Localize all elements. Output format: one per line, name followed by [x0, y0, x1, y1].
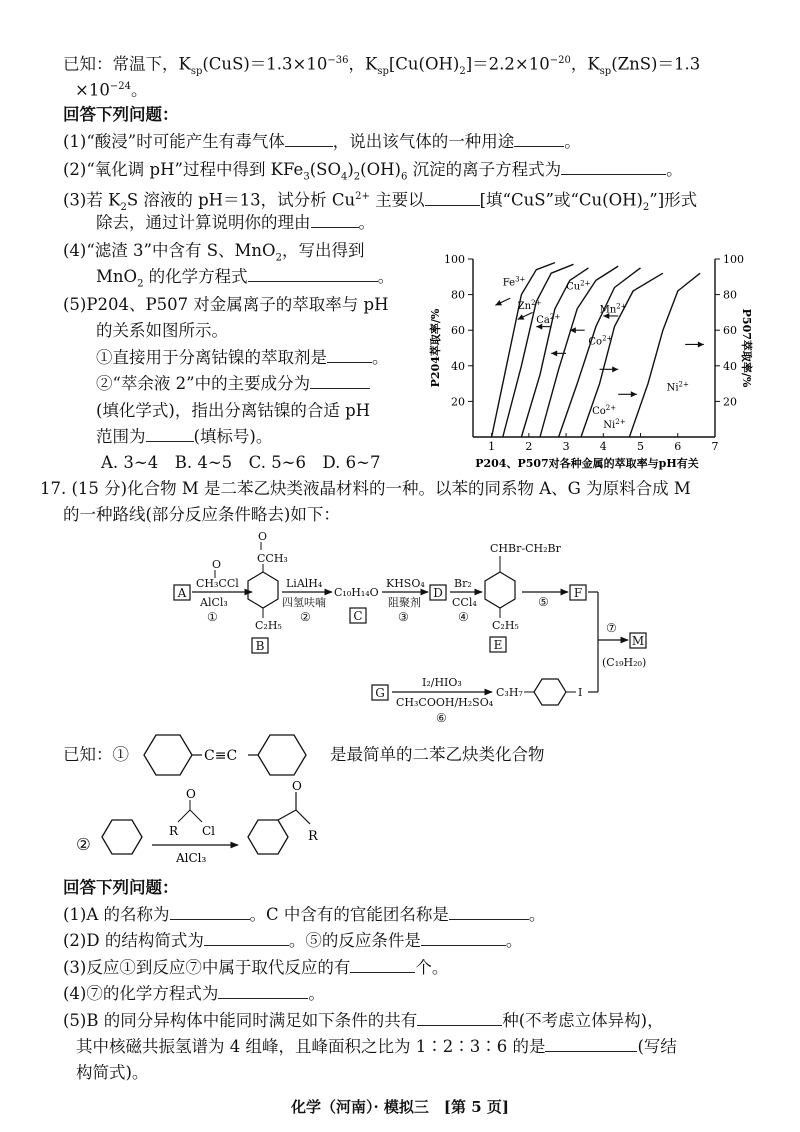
answer-blank[interactable] — [204, 930, 289, 946]
q-sub: 2 — [120, 201, 127, 213]
reagent-khso4: KHSO₄ — [386, 577, 425, 590]
b-acetyl-group: CCH₃ — [257, 552, 288, 565]
y-tick-label-left: 100 — [444, 253, 465, 266]
answer-blank[interactable] — [561, 159, 666, 175]
series-label: $Ca^{2+}$ — [536, 313, 561, 327]
y-axis-label-right: P507萃取率/% — [740, 308, 753, 388]
q16-part5-sub2-line3 — [96, 426, 272, 448]
reagent-acid: CH₃COOH/H₂SO₄ — [396, 696, 494, 709]
step-1-label: ① — [207, 610, 218, 624]
q-text: 主要以 — [369, 190, 425, 210]
x-tick-label: 2 — [525, 440, 533, 453]
q-text: ②“萃余液 2”中的主要成分为 — [96, 374, 311, 393]
y-tick-label-right: 40 — [723, 359, 737, 373]
reagent-iodine: I₂/HIO₃ — [422, 676, 462, 689]
q-sub: 2 — [353, 171, 361, 183]
ksp-text: [Cu(OH) — [388, 54, 460, 74]
series-label: $Ni^{2+}$ — [666, 380, 689, 394]
q16-part4-line2 — [96, 266, 394, 295]
compound-B: B — [255, 639, 265, 653]
answer-blank[interactable] — [170, 904, 250, 920]
q17-part4 — [63, 983, 325, 1005]
q-text: [填“CuS”或“Cu(OH) — [479, 190, 643, 210]
reagent-alcl3: AlCl₃ — [200, 596, 228, 609]
ksp-text: (ZnS)＝1.3 — [611, 54, 701, 74]
series-label: $Ni^{2+}$ — [603, 418, 626, 432]
iodo-benzene-ring — [534, 679, 566, 705]
q16-part4 — [63, 240, 364, 269]
ksp-sub: 2 — [459, 65, 466, 77]
answer-blank[interactable] — [218, 983, 308, 999]
acyl-o: O — [212, 558, 222, 571]
y-axis-label-left: P204萃取率/% — [429, 308, 442, 388]
q-text: (写结 — [637, 1037, 677, 1056]
answer-blank[interactable] — [248, 266, 378, 282]
q-text: 。 — [666, 160, 683, 179]
q-text: ①直接用于分离钴镍的萃取剂是 — [96, 348, 327, 367]
reagent-cl: Cl — [202, 824, 216, 838]
e-benzene-ring — [485, 572, 515, 608]
x-tick-label: 7 — [711, 440, 719, 453]
series-label: $Zn^{2+}$ — [517, 298, 542, 312]
ksp-text: ，K — [570, 54, 600, 74]
q-sub: 2 — [642, 201, 650, 213]
series-line-Zn2plus — [503, 264, 574, 437]
compound-F: F — [573, 586, 583, 600]
y-tick-label-right: 80 — [723, 288, 737, 302]
reagent-r: R — [169, 824, 179, 838]
step-5-label: ⑤ — [538, 595, 549, 609]
series-label: $Co^{2+}$ — [592, 403, 617, 417]
ksp-exponent: −36 — [327, 55, 349, 66]
q-text: 范围为 — [96, 427, 146, 446]
ksp-text: ，K — [348, 54, 378, 74]
shift-arrow-head — [698, 341, 704, 347]
c-formula: C₁₀H₁₄O — [334, 586, 379, 599]
compound-M: M — [631, 634, 645, 648]
q-text: (4)⑦的化学方程式为 — [63, 984, 219, 1003]
e-ethyl-group: C₂H₅ — [492, 619, 519, 632]
answer-blank[interactable] — [310, 373, 370, 389]
answer-blank[interactable] — [449, 904, 529, 920]
y-tick-label-left: 40 — [451, 359, 465, 373]
q16-part5-sub1 — [96, 347, 389, 369]
product-r: R — [308, 829, 318, 844]
q-text: 。 — [564, 132, 581, 151]
answer-blank[interactable] — [327, 347, 372, 363]
reagent-thf: 四氢呋喃 — [282, 596, 326, 609]
answer-blank[interactable] — [425, 190, 480, 206]
ksp-exponent: −20 — [549, 55, 571, 66]
y-tick-label-left: 20 — [451, 395, 465, 409]
compound-C: C — [353, 609, 363, 623]
q-text: (5)P204、P507 对金属离子的萃取率与 pH — [63, 295, 389, 314]
series-line-Ni2plus — [629, 273, 700, 437]
propyl-group: C₃H₇ — [496, 686, 523, 699]
answer-blank[interactable] — [285, 131, 333, 147]
chart-title: P204、P507对各种金属的萃取率与pH有关 — [475, 457, 699, 470]
q-sub: 3 — [303, 171, 310, 183]
b-carbonyl-o: O — [258, 530, 268, 543]
q-text: (2)“氧化调 pH”过程中得到 KFe — [63, 160, 304, 179]
compound-A: A — [177, 586, 187, 600]
ksp-sub: sp — [599, 65, 612, 77]
q-text: 个。 — [415, 958, 449, 977]
answer-prompt: 回答下列问题： — [63, 105, 179, 124]
ksp-text: 已知：常温下，K — [63, 54, 191, 74]
q16-part5-sub2-line2 — [96, 400, 370, 422]
q-text: (3)反应①到反应⑦中属于取代反应的有 — [63, 958, 351, 977]
q-text: 沉淀的离子方程式为 — [407, 160, 562, 179]
q-text: 。 — [372, 348, 389, 367]
series-label: $Fe^{3+}$ — [502, 275, 526, 289]
q-text: 。 — [358, 213, 375, 232]
shift-arrow-head — [551, 350, 557, 356]
q-text: 。⑤的反应条件是 — [288, 931, 421, 950]
x-tick-label: 5 — [637, 440, 645, 453]
step-2-label: ② — [300, 610, 311, 624]
ksp-text: (CuS)＝1.3×10 — [202, 54, 328, 74]
q-text: (填化学式)，指出分离钴镍的合适 pH — [96, 401, 371, 420]
reagent-lialh4: LiAlH₄ — [286, 577, 323, 590]
q16-part5-sub2 — [96, 373, 370, 395]
q17-part3 — [63, 957, 448, 979]
q-sub: 6 — [400, 171, 408, 183]
reagent-inhibitor: 阻聚剂 — [388, 596, 421, 609]
q-text: 的关系如图所示。 — [96, 321, 228, 340]
ksp-sub: sp — [190, 65, 203, 77]
x-tick-label: 1 — [488, 440, 496, 453]
q-text: S 溶液的 pH＝13，试分析 Cu — [126, 190, 356, 210]
q17-part2 — [63, 930, 522, 952]
reagent-acetyl-chloride: CH₃CCl — [196, 577, 239, 590]
q-text: 除去，通过计算说明你的理由 — [96, 213, 311, 232]
answer-blank[interactable] — [417, 1010, 502, 1026]
compound-D: D — [433, 586, 443, 600]
ksp-line-2 — [75, 76, 147, 102]
y-tick-label-right: 20 — [723, 395, 737, 409]
known-1-label: 已知：① — [63, 745, 129, 764]
compound-G: G — [375, 686, 385, 700]
known-2-num: ② — [76, 835, 91, 854]
q-sup: 2+ — [355, 191, 370, 202]
q-text: 种(不考虑立体异构)， — [502, 1011, 664, 1030]
q-text: (1)“酸浸”时可能产生有毒气体 — [63, 132, 285, 151]
reagent-alcl3: AlCl₃ — [176, 851, 207, 865]
x-tick-label: 3 — [562, 440, 570, 453]
reagent-o: O — [186, 787, 196, 801]
ksp-text: 。 — [130, 80, 148, 100]
step-6-label: ⑥ — [436, 711, 447, 725]
q-text: (2)D 的结构简式为 — [63, 931, 204, 950]
y-tick-label-right: 60 — [723, 324, 737, 338]
q-text: (填标号)。 — [193, 427, 273, 446]
q-text: (4)“滤渣 3”中含有 S、MnO — [63, 241, 276, 260]
answer-blank[interactable] — [311, 212, 359, 228]
q17-part5-line3: 构简式)。 — [76, 1063, 149, 1082]
reagent-ccl4: CCl₄ — [452, 596, 477, 609]
q-text: 。 — [505, 931, 523, 950]
shift-arrow-head — [612, 366, 618, 372]
q-text: 。 — [377, 267, 395, 286]
b-benzene-ring — [248, 572, 278, 608]
m-formula: (C₁₉H₂₀) — [602, 656, 647, 669]
q-text: 。 — [528, 905, 546, 924]
x-tick-label: 6 — [674, 440, 682, 453]
q-text: ”]形式 — [649, 190, 698, 210]
extraction-rate-chart — [425, 245, 755, 473]
answer-blank[interactable] — [421, 930, 506, 946]
iodo-group: I — [578, 686, 583, 699]
q-text: 其中核磁共振氢谱为 4 组峰，且峰面积之比为 1∶2∶3∶6 的是 — [76, 1037, 546, 1056]
y-tick-label-left: 60 — [451, 324, 465, 338]
y-tick-label-right: 100 — [723, 253, 744, 266]
reagent-br2: Br₂ — [454, 577, 472, 590]
known-1-text: 是最简单的二苯乙炔类化合物 — [330, 745, 545, 764]
diphenylacetylene-structure — [138, 730, 323, 780]
ksp-exponent: −24 — [109, 81, 131, 92]
q17-intro-line2: 的一种路线(部分反应条件略去)如下： — [63, 505, 340, 524]
q17-part5 — [63, 1010, 664, 1032]
answer-blank[interactable] — [514, 131, 564, 147]
q-text: (5)B 的同分异构体中能同时满足如下条件的共有 — [63, 1011, 418, 1030]
product-o: O — [292, 780, 302, 793]
e-dibromo-group: CHBr-CH₂Br — [490, 542, 561, 555]
page-footer: 化学（河南）· 模拟三 [第 5 页] — [290, 1098, 510, 1116]
q-sub: 4 — [340, 171, 348, 183]
q-text: (SO — [309, 160, 341, 179]
q-text: (3)若 K — [63, 190, 121, 210]
q-sub: 2 — [137, 278, 144, 290]
friedel-crafts-acylation — [98, 780, 358, 870]
shift-arrow-head — [631, 391, 637, 397]
step-3-label: ③ — [398, 610, 409, 624]
step-7-label: ⑦ — [606, 621, 617, 635]
q-text: ，说出该气体的一种用途 — [332, 132, 515, 151]
answer-blank[interactable] — [146, 426, 194, 442]
q-text: ) — [347, 160, 354, 179]
series-label: $Co^{2+}$ — [588, 334, 613, 348]
q-text: 。C 中含有的官能团名称是 — [249, 905, 449, 924]
ksp-text: ×10 — [75, 80, 110, 100]
answer-blank[interactable] — [545, 1036, 637, 1052]
q17-answer-prompt: 回答下列问题： — [63, 878, 179, 897]
q16-part2 — [63, 159, 683, 188]
compound-E: E — [493, 638, 503, 652]
q-sub: 2 — [275, 252, 282, 264]
q16-part5-line2 — [96, 320, 228, 342]
q17-part1 — [63, 904, 545, 926]
series-label: $Mn^{2+}$ — [599, 302, 627, 316]
q-text: MnO — [96, 267, 138, 286]
ksp-line-1 — [63, 50, 700, 83]
q17-intro: 17. (15 分)化合物 M 是二苯乙炔类液晶材料的一种。以苯的同系物 A、G 为原料合成 M — [40, 479, 691, 498]
ksp-sub: sp — [377, 65, 389, 77]
q16-part1 — [63, 131, 581, 153]
q-text: (OH) — [360, 160, 401, 179]
q16-part5 — [63, 294, 389, 316]
synthesis-scheme — [160, 530, 680, 730]
alkyne-label: C≡C — [204, 748, 238, 764]
step-4-label: ④ — [458, 610, 469, 624]
q17-part5-line2 — [76, 1036, 677, 1058]
q-text: ，写出得到 — [281, 241, 365, 260]
answer-blank[interactable] — [350, 957, 415, 973]
q-text: (1)A 的名称为 — [63, 905, 170, 924]
series-label: $Cu^{2+}$ — [566, 279, 591, 293]
y-tick-label-left: 80 — [451, 288, 465, 302]
q16-options: A. 3∼4 B. 4∼5 C. 5∼6 D. 6∼7 — [101, 453, 381, 472]
q16-part3-line2 — [96, 212, 375, 234]
ksp-text: ]＝2.2×10 — [465, 54, 550, 74]
b-ethyl-group: C₂H₅ — [255, 619, 282, 632]
q-text: 的化学方程式 — [143, 267, 248, 286]
q-text: 。 — [308, 984, 325, 1003]
x-tick-label: 4 — [599, 440, 607, 453]
